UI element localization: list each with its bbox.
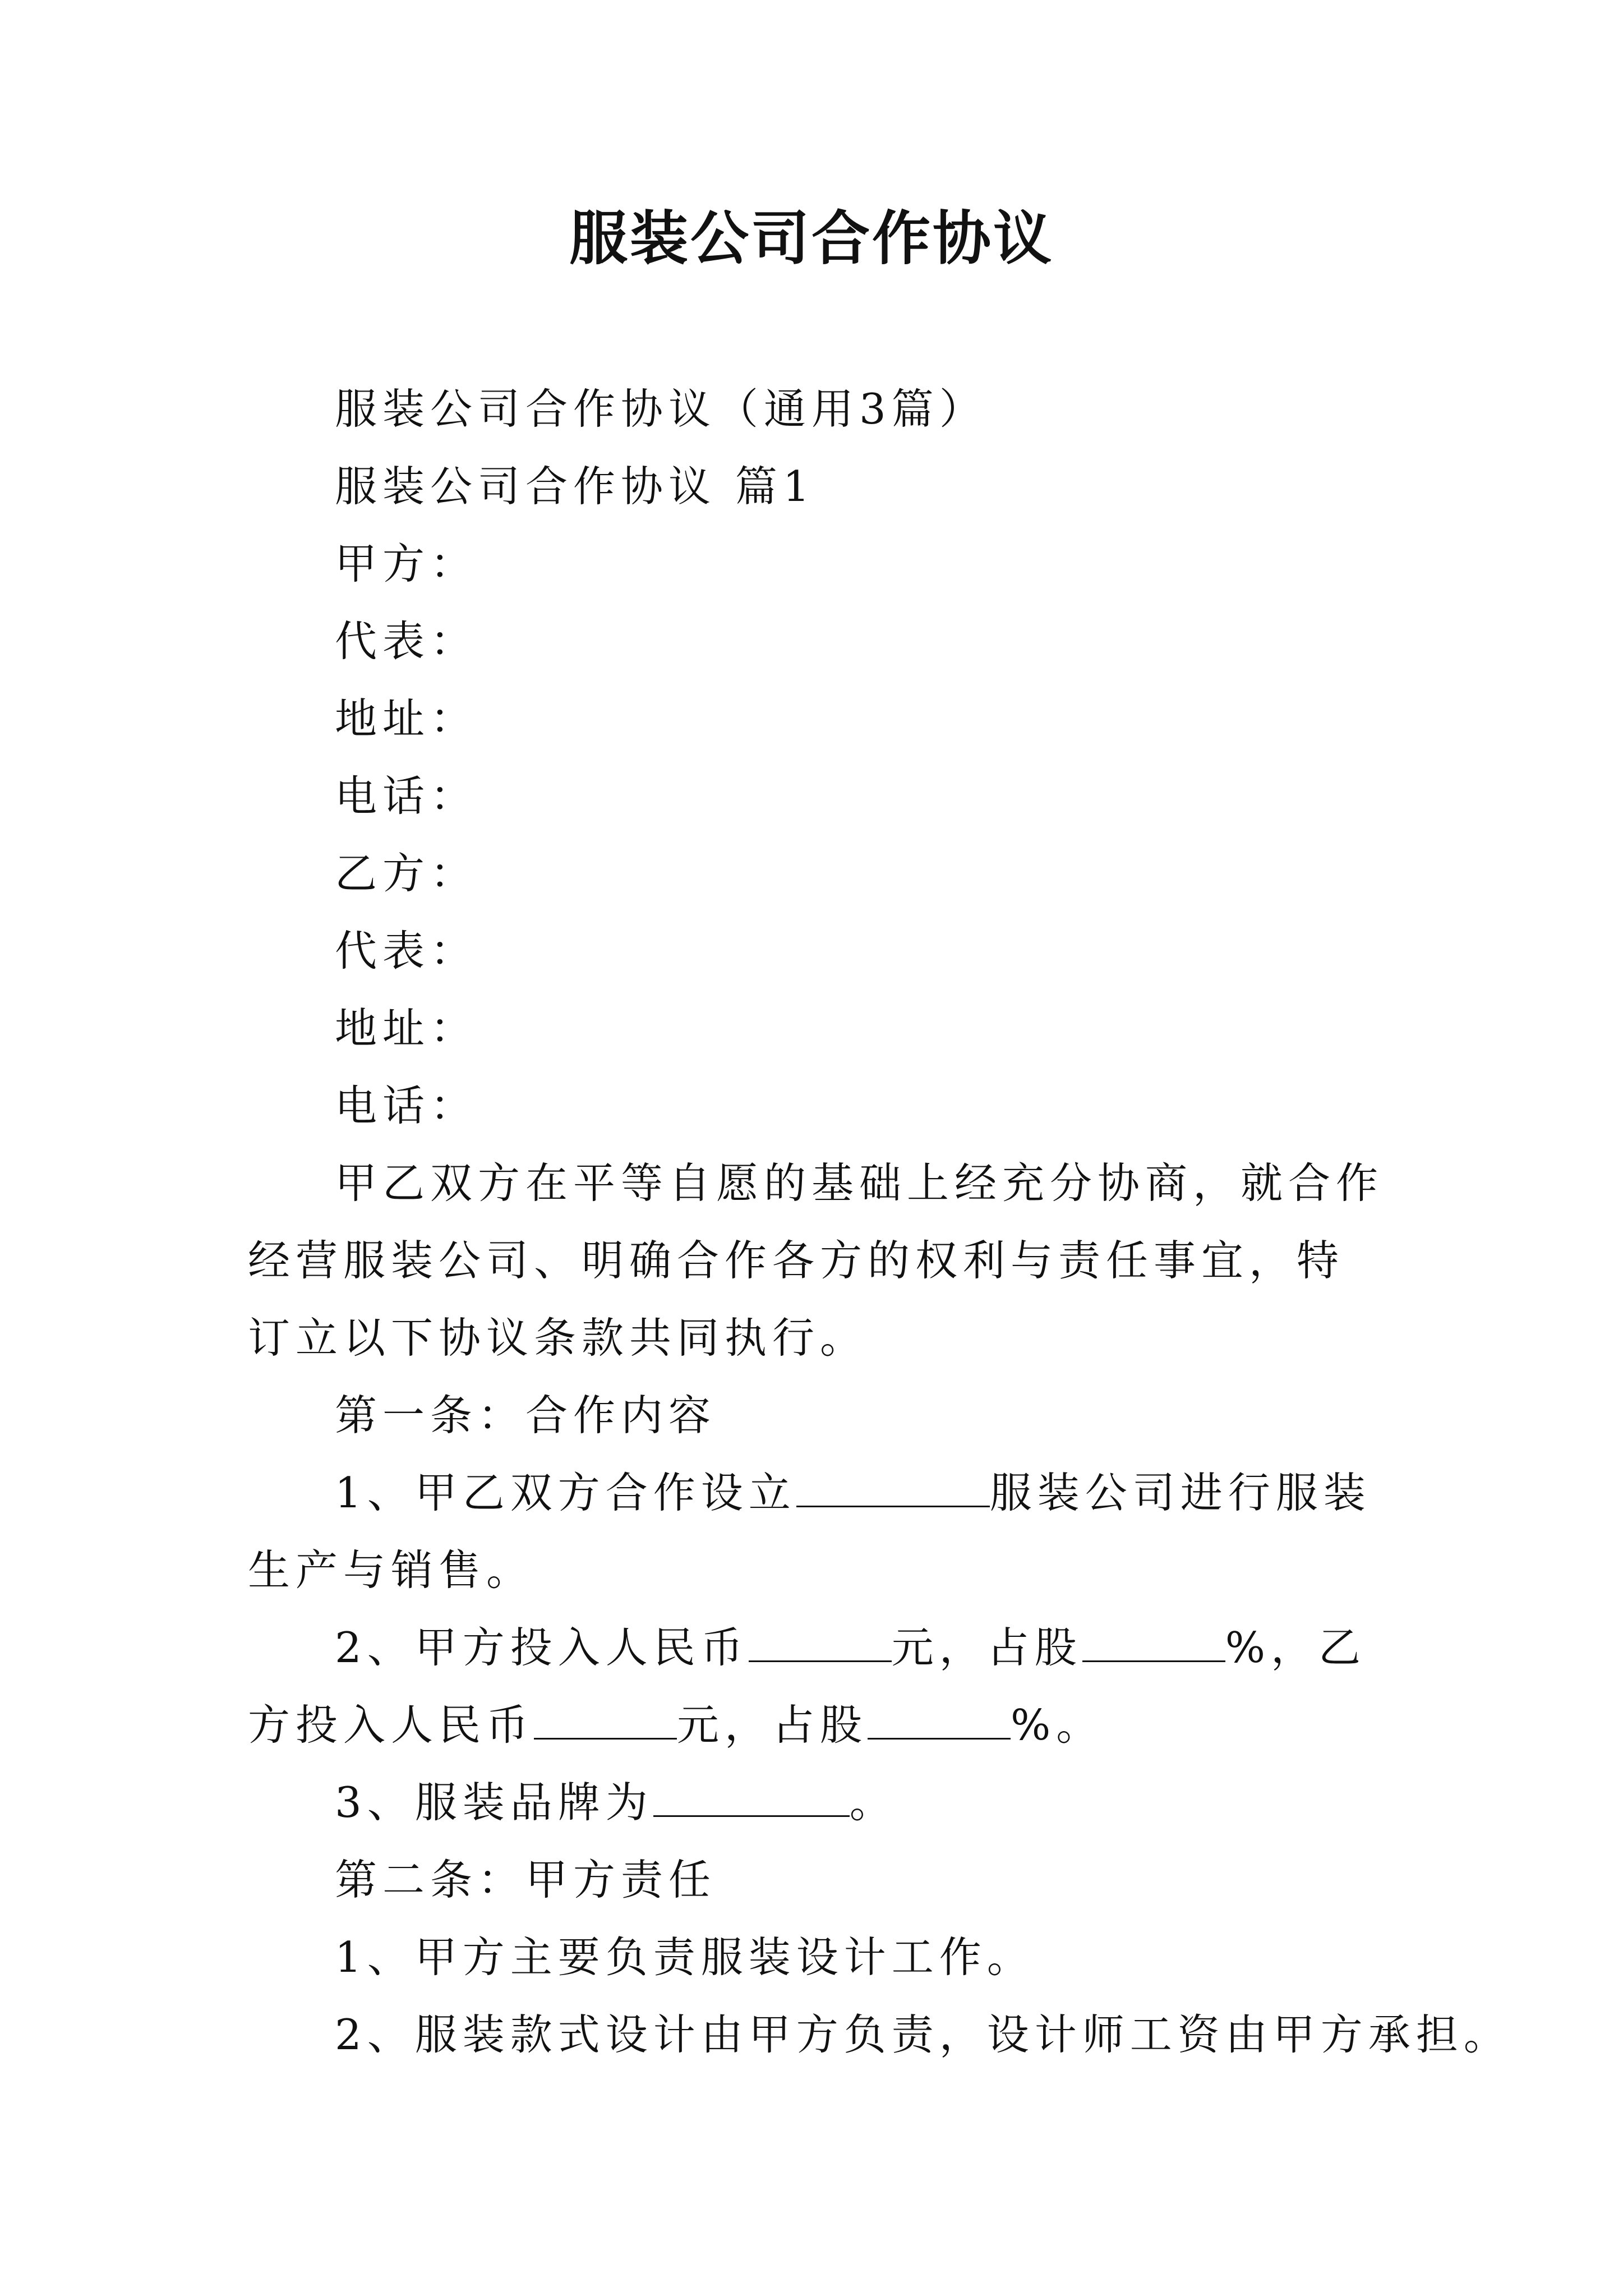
party-a-phone: 电话： (335, 771, 478, 821)
fill-blank (868, 1699, 1011, 1740)
party-b-rep: 代表： (335, 926, 478, 976)
article1-item1-post: 服装公司进行服装生产与销售。 (248, 1468, 1371, 1595)
party-a-address: 地址： (335, 694, 478, 743)
article1-item3-post: 。 (849, 1778, 897, 1827)
fill-blank (534, 1699, 677, 1740)
party-a-label: 甲方： (335, 539, 478, 588)
document-title: 服装公司合作协议 (569, 204, 1054, 273)
section-heading: 服装公司合作协议 篇1 (335, 462, 815, 511)
article1-item2-c: %，乙方投入人民币 (248, 1623, 1366, 1750)
fill-blank (1082, 1621, 1225, 1662)
article1-item1-pre: 1、甲乙双方合作设立 (335, 1468, 796, 1517)
fill-blank (653, 1776, 850, 1817)
article1-item2-e: %。 (1011, 1700, 1104, 1750)
article1-item2-a: 2、甲方投入人民币 (335, 1623, 749, 1672)
document-subtitle: 服装公司合作协议（通用3篇） (335, 384, 987, 434)
fill-blank (749, 1621, 892, 1662)
article2-item2: 2、服装款式设计由甲方负责，设计师工资由甲方承担。 (335, 2010, 1511, 2059)
party-a-rep: 代表： (335, 616, 478, 666)
document-body (248, 370, 1511, 2073)
article2-heading: 第二条：甲方责任 (335, 1855, 717, 1904)
article1-item2-d: 元，占股 (677, 1700, 868, 1750)
article1-item3 (248, 1764, 1386, 1841)
article1-heading: 第一条：合作内容 (335, 1391, 717, 1440)
article1-item2-b: 元，占股 (891, 1623, 1082, 1672)
article1-item2 (248, 1609, 1386, 1764)
party-b-address: 地址： (335, 1004, 478, 1053)
party-b-phone: 电话： (335, 1081, 478, 1130)
fill-blank (796, 1466, 990, 1507)
article1-item3-pre: 3、服装品牌为 (335, 1778, 653, 1827)
intro-paragraph: 甲乙双方在平等自愿的基础上经充分协商，就合作经营服装公司、明确合作各方的权利与责任事宜，特订立以下协议条款共同执行。 (248, 1158, 1384, 1363)
party-b-label: 乙方： (335, 849, 478, 898)
article1-item1 (248, 1454, 1386, 1609)
article2-item1: 1、甲方主要负责服装设计工作。 (335, 1932, 1035, 1982)
